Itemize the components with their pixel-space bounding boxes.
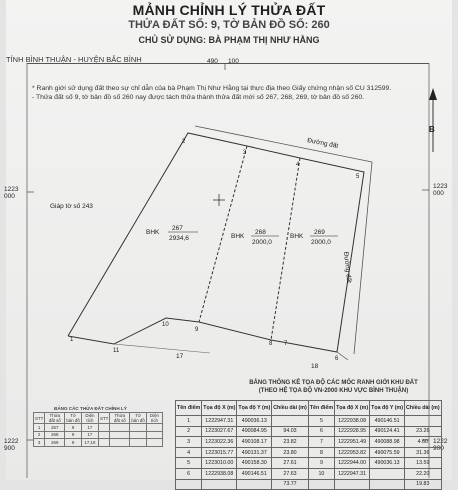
note-line-2: - Thửa đất số 9, tờ bản đồ số 260 nay được tách thửa thành thửa đất mới số 267, 268, 269, tờ bản đồ số 260. <box>32 94 365 101</box>
parcel-267-label <box>146 225 198 242</box>
svg-text:269: 269 <box>314 229 325 236</box>
point-label: 7 <box>284 341 288 347</box>
table-row: 1 267 9 17 <box>34 424 163 432</box>
parcel-stats-table <box>33 412 163 447</box>
division-line-268-269 <box>271 158 300 340</box>
grid-label-left-top: 1223 000 <box>4 186 19 200</box>
stats-table-title: BẢNG CÁC THỬA ĐẤT CHỈNH LÝ <box>54 406 127 411</box>
table-header-row: Tên điểm Tọa độ X (m) Tọa độ Y (m) Chiều dài (m) Tên điểm Tọa độ X (m) Tọa độ Y (m) Chiều dài (m) <box>176 401 442 416</box>
point-label: 8 <box>269 341 273 347</box>
owner-line: CHỦ SỬ DỤNG: BÀ PHẠM THỊ NHƯ HẰNG <box>138 35 320 45</box>
svg-text:BHK: BHK <box>231 233 245 240</box>
svg-text:2000,0: 2000,0 <box>311 239 331 246</box>
point-label: 5 <box>356 174 360 180</box>
point-label: 10 <box>162 322 169 328</box>
north-label: B <box>429 125 435 134</box>
svg-text:BHK: BHK <box>290 233 304 240</box>
point-label: 4 <box>296 162 300 168</box>
grid-label-top-left: 490 <box>207 58 218 65</box>
table-row: 5 1223010.00 490158.30 27.61 9 1222944.00 490036.13 13.59 <box>176 458 442 469</box>
svg-text:BHK: BHK <box>146 229 160 236</box>
grid-label-left-bottom: 1222 900 <box>4 438 19 452</box>
svg-text:267: 267 <box>172 225 183 232</box>
table-row: 3 269 9 17,18 <box>34 439 163 447</box>
document-title: MẢNH CHỈNH LÝ THỬA ĐẤT <box>132 2 326 18</box>
road-edge-right <box>354 162 372 354</box>
grid-label-top-right: 100 <box>228 58 239 65</box>
location-line: TỈNH BÌNH THUẬN - HUYỆN BẮC BÌNH <box>6 55 142 64</box>
table-row: 4 1223015.77 490131.37 23.80 8 1222953.82 490075.59 31.36 <box>176 447 442 458</box>
point-label: 11 <box>113 348 120 354</box>
table-row: 1 1222947.31 490036.13 5 1222938.08 490146.51 <box>176 416 442 427</box>
table-row: 73.77 19.83 <box>176 479 442 490</box>
point-label: 9 <box>195 327 199 333</box>
point-label: 1 <box>70 337 74 343</box>
table-row: 2 1223027.67 490084.95 94.03 6 1222928.95 490124.41 23.26 <box>176 426 442 437</box>
point-label: 3 <box>243 150 247 156</box>
neighbor-label-left: Giáp tờ số 243 <box>50 203 93 210</box>
table-row: 2 268 9 17 <box>34 431 163 439</box>
coord-table-title: BẢNG THỐNG KÊ TỌA ĐỘ CÁC MỐC RANH GIỚI KHU ĐẤT (THEO HỆ TỌA ĐỘ VN-2000 KHU VỰC BÌNH THUẬN) <box>249 380 418 394</box>
table-row: 3 1223022.36 490108.17 23.82 7 1222951.49 490088.98 4.60 <box>176 437 442 448</box>
table-row: 6 1222938.08 490146.51 27.63 10 1222947.31 22.20 <box>176 468 442 479</box>
grid-label-right-top: 1223 000 <box>433 183 448 197</box>
neighbor-parcel-label: 18 <box>311 363 319 370</box>
road-edge-top <box>195 126 372 162</box>
coordinate-table <box>175 400 442 490</box>
table-header-row: STT Thửa đất số Tờ bản đồ Diện tích STT Thửa đất số Tờ bản đồ Diện tích <box>34 413 163 424</box>
neighbor-parcel-label: 17 <box>176 353 184 360</box>
note-line-1: * Ranh giới sử dụng đất theo sự chỉ dẫn của bà Phạm Thị Như Hằng tại thực địa theo Giấy chứng nhận số CU 312599. <box>32 85 392 92</box>
parcel-269-label <box>290 229 338 246</box>
road-label-right: Đường đất <box>342 251 353 284</box>
point-label: 2 <box>182 139 186 145</box>
boundary-extension <box>337 352 348 360</box>
grid-label-right-bottom: 1222 900 <box>433 438 448 452</box>
parcel-268-label <box>231 229 279 246</box>
svg-text:2000,0: 2000,0 <box>252 239 272 246</box>
road-label-top: Đường đất <box>306 137 339 150</box>
svg-text:268: 268 <box>255 229 266 236</box>
document-subtitle: THỬA ĐẤT SỐ: 9, TỜ BẢN ĐỒ SỐ: 260 <box>128 19 330 31</box>
north-arrow-icon <box>429 88 437 100</box>
neighbor-line <box>114 344 210 353</box>
svg-text:2934,6: 2934,6 <box>169 235 189 242</box>
point-label: 6 <box>335 356 339 362</box>
